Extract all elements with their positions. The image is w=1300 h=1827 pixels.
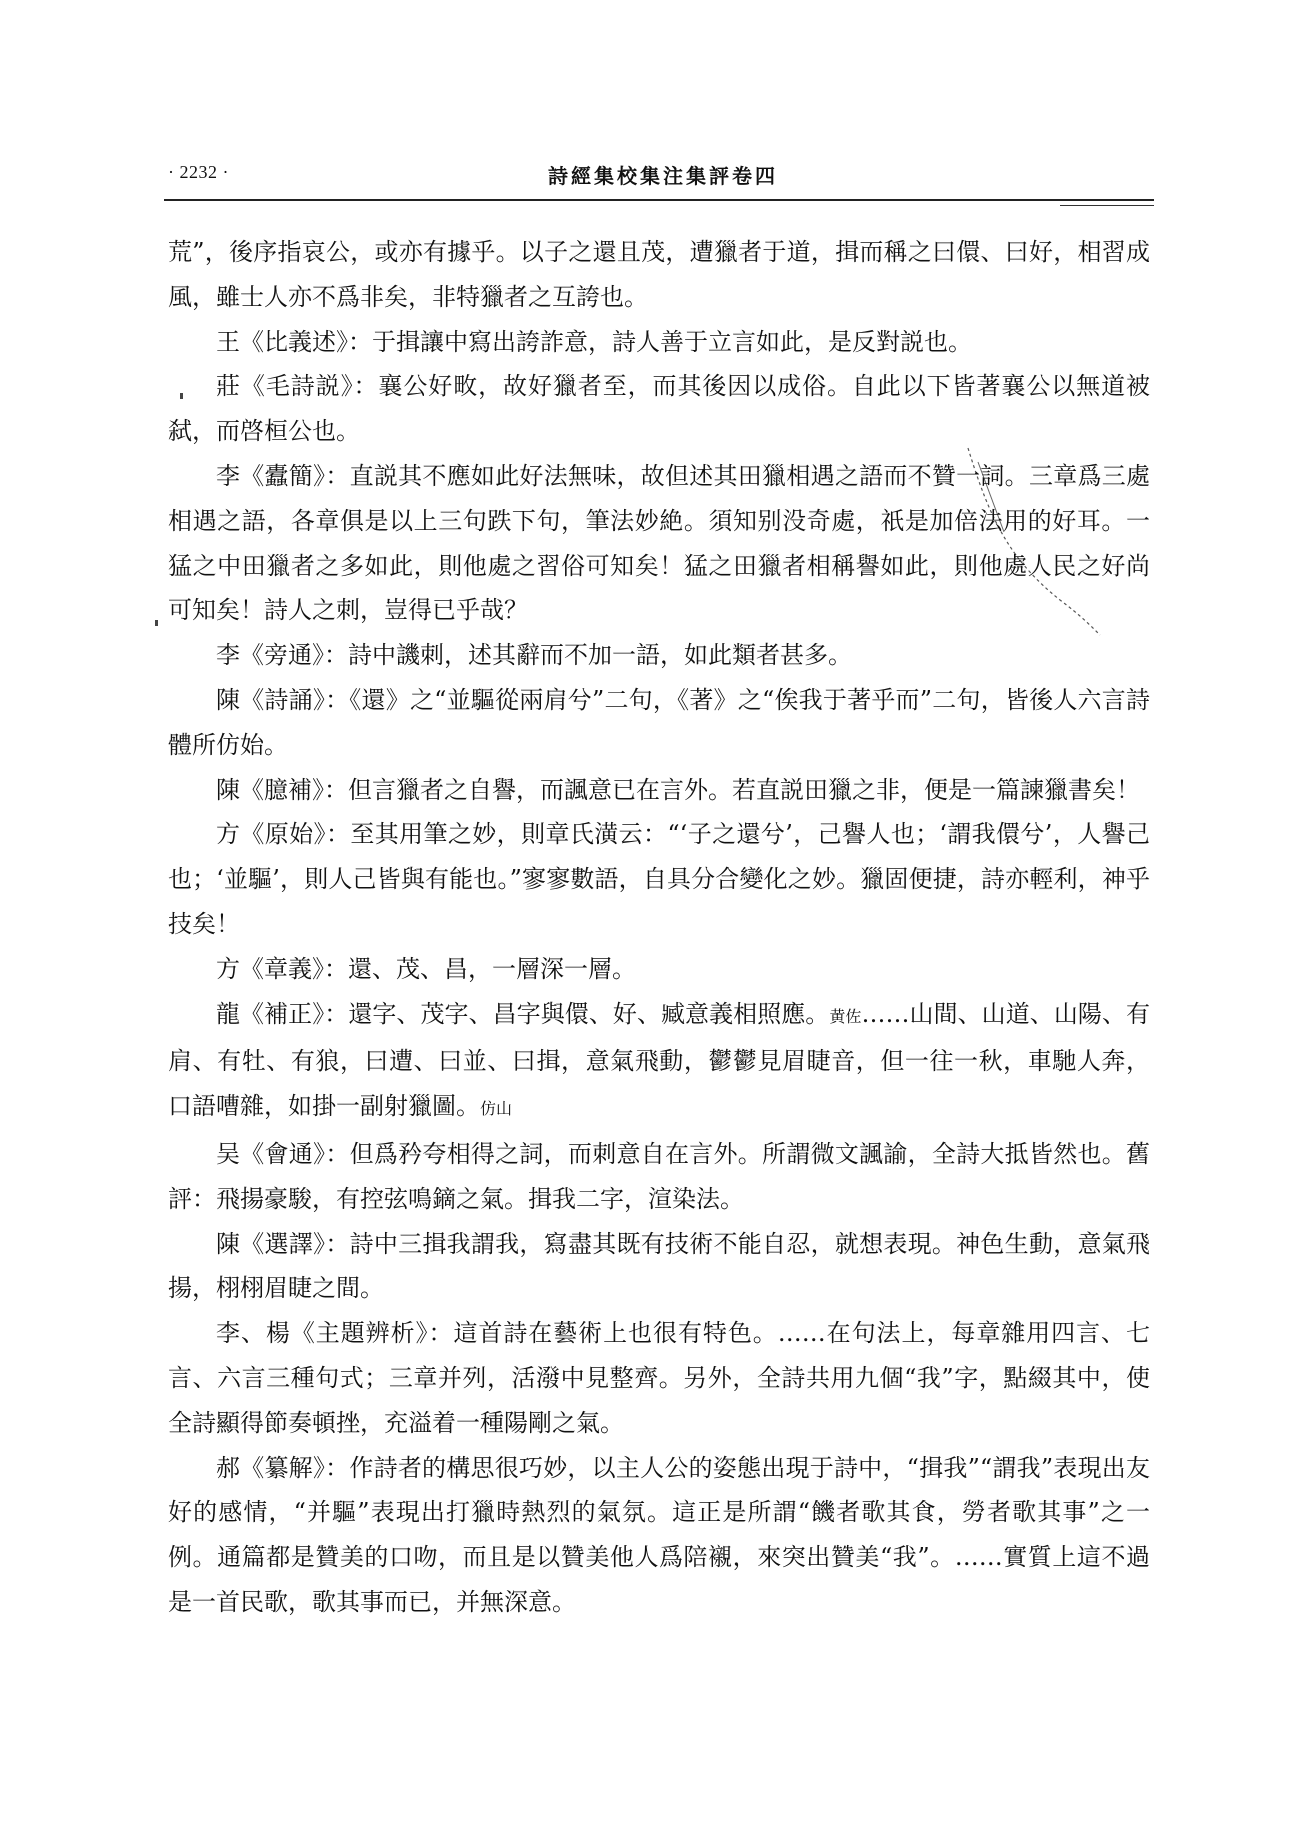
- page-header: [168, 162, 1148, 192]
- main-text: [168, 230, 1150, 1625]
- margin-mark: [155, 620, 158, 626]
- page-number: · 2232 ·: [168, 162, 229, 182]
- paragraph-continued-text: ……山間、山道、山陽、有肩、有牡、有狼，曰遭、曰並、曰揖，意氣飛動，鬱鬱見眉睫音，但一往一秋，車馳人奔，口語嘈雜，如掛一副射獵圖。: [168, 999, 1150, 1121]
- paragraph: 李《蠹簡》：直説其不應如此好法無味，故但述其田獵相遇之語而不贊一詞。三章爲三處相遇之語，各章俱是以上三句跌下句，筆法妙絶。須知别没奇處，祇是加倍法用的好耳。一猛之中田獵者之多如此，則他處之習俗可知矣！猛之田獵者相稱譽如此，則他處人民之好尚可知矣！詩人之刺，豈得已乎哉？: [168, 461, 1150, 625]
- running-title: 詩經集校集注集評卷四: [548, 164, 778, 188]
- paragraph-main-text: 龍《補正》：還字、茂字、昌字與儇、好、臧意義相照應。: [216, 999, 830, 1028]
- header-rule-tail: [1060, 205, 1154, 206]
- paragraph: 莊《毛詩説》：襄公好畋，故好獵者至，而其後因以成俗。自此以下皆著襄公以無道被弑，而啓桓公也。: [168, 372, 1150, 446]
- paragraph: 陳《詩誦》：《還》之“並驅從兩肩兮”二句，《著》之“俟我于著乎而”二句，皆後人六言詩體所仿始。: [168, 685, 1150, 759]
- paragraph: 王《比義述》：于揖讓中寫出誇詐意，詩人善于立言如此，是反對説也。: [216, 327, 972, 356]
- paragraph: 吴《會通》：但爲矜夸相得之詞，而刺意自在言外。所謂微文諷諭，全詩大抵皆然也。舊評：飛揚豪駿，有控弦鳴鏑之氣。揖我二字，渲染法。: [168, 1139, 1150, 1213]
- paragraph: 陳《臆補》：但言獵者之自譽，而諷意已在言外。若直説田獵之非，便是一篇諫獵書矣！: [216, 775, 1140, 804]
- paragraph: 李《旁通》：詩中譏刺，述其辭而不加一語，如此類者甚多。: [216, 641, 852, 670]
- paragraph: 陳《選譯》：詩中三揖我謂我，寫盡其既有技術不能自忍，就想表現。神色生動，意氣飛揚，栩栩眉睫之間。: [168, 1229, 1150, 1303]
- header-rule: [164, 199, 1154, 201]
- paragraph: 郝《纂解》：作詩者的構思很巧妙，以主人公的姿態出現于詩中，“揖我”“謂我”表現出友好的感情，“并驅”表現出打獵時熱烈的氣氛。這正是所謂“饑者歌其食，勞者歌其事”之一例。通篇都是贊美的口吻，而且是以贊美他人爲陪襯，來突出贊美“我”。……實質上這不過是一首民歌，歌其事而已，并無深意。: [168, 1453, 1150, 1616]
- paragraph: 荒”，後序指哀公，或亦有據乎。以子之還且茂，遭獵者于道，揖而稱之曰儇、曰好，相習成風，雖士人亦不爲非矣，非特獵者之互誇也。: [168, 238, 1150, 311]
- paragraph: 方《原始》：至其用筆之妙，則章氏潢云：“‘子之還兮’，己譽人也；‘謂我儇兮’，人譽己也；‘並驅’，則人己皆與有能也。”寥寥數語，自具分合變化之妙。獵固便捷，詩亦輕利，神乎技矣！: [168, 820, 1150, 938]
- paragraph: 方《章義》：還、茂、昌，一層深一層。: [216, 954, 636, 983]
- attribution-note: 黄佐: [829, 1006, 862, 1026]
- paragraph: [168, 992, 1150, 1132]
- attribution-note: 仿山: [480, 1099, 513, 1119]
- paragraph: 李、楊《主題辨析》：這首詩在藝術上也很有特色。……在句法上，每章雜用四言、七言、六言三種句式；三章并列，活潑中見整齊。另外，全詩共用九個“我”字，點綴其中，使全詩顯得節奏頓挫，充溢着一種陽剛之氣。: [168, 1319, 1150, 1437]
